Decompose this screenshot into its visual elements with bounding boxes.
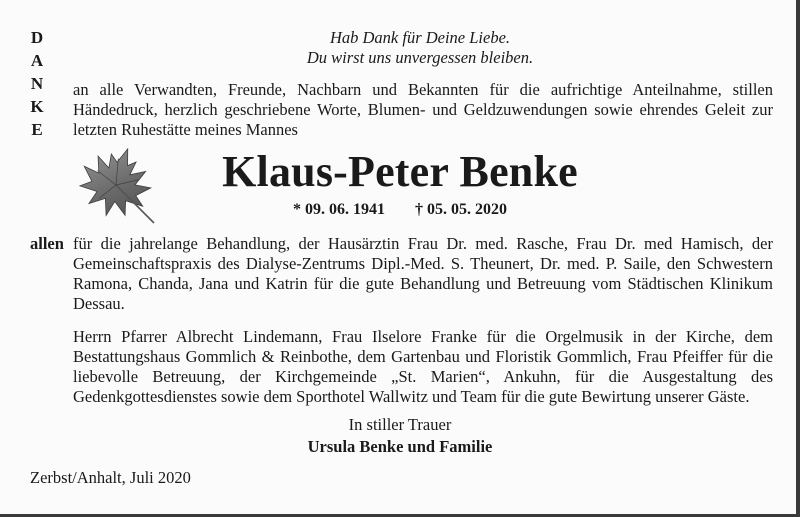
birth-date: * 09. 06. 1941 (293, 201, 385, 218)
allen-label: allen (30, 234, 64, 253)
signature: Ursula Benke und Familie (307, 437, 493, 456)
motto (120, 28, 720, 68)
motto-line-1: Hab Dank für Deine Liebe. (329, 28, 511, 47)
danke-letter: D (30, 28, 44, 47)
maple-leaf-icon (76, 145, 160, 227)
danke-vertical-heading (30, 26, 44, 141)
closing-line: In stiller Trauer (348, 415, 452, 434)
life-dates (250, 200, 550, 220)
danke-letter: N (30, 74, 44, 93)
danke-letter: A (30, 51, 44, 70)
motto-line-2: Du wirst uns unvergessen bleiben. (306, 48, 534, 67)
closing-block (250, 415, 550, 457)
intro-paragraph: an alle Verwandten, Freunde, Nachbarn und Bekannten für die aufrichtige Anteilnahme, stillen Händedruck, herzlich geschriebene Worte, Blumen- und Geldzuwendungen sowie ehrendes Geleit zur letzten Ruhestätte meines Mannes (73, 80, 773, 139)
death-date: † 05. 05. 2020 (415, 201, 507, 218)
danke-letter: K (30, 97, 44, 116)
danke-letter: E (31, 120, 43, 139)
deceased-name: Klaus-Peter Benke (222, 147, 578, 196)
place-date: Zerbst/Anhalt, Juli 2020 (30, 468, 191, 487)
other-thanks-paragraph: Herrn Pfarrer Albrecht Lindemann, Frau Ilselore Franke für die Orgelmusik in der Kirche, dem Bestattungshaus Gommlich & Reinbothe, dem Gartenbau und Floristik Gommlich, Frau Pfeiffer für die liebevolle Betreuung, der Kirchgemeinde „St. Marien“, Ankuhn, für die Ausgestaltung des Gedenkgottesdienstes sowie dem Sporthotel Wallwitz und Team für die gute Bewirtung unserer Gäste. (73, 327, 773, 406)
medical-thanks-paragraph: für die jahrelange Behandlung, der Hausärztin Frau Dr. med. Rasche, Frau Dr. med Hamisch, der Gemeinschaftspraxis des Dialyse-Zentrums Dipl.-Med. S. Theunert, Dr. med. P. Saile, den Schwestern Ramona, Chanda, Jana und Katrin für die gute Behandlung und Betreuung vom Städtischen Klinikum Dessau. (73, 234, 773, 313)
